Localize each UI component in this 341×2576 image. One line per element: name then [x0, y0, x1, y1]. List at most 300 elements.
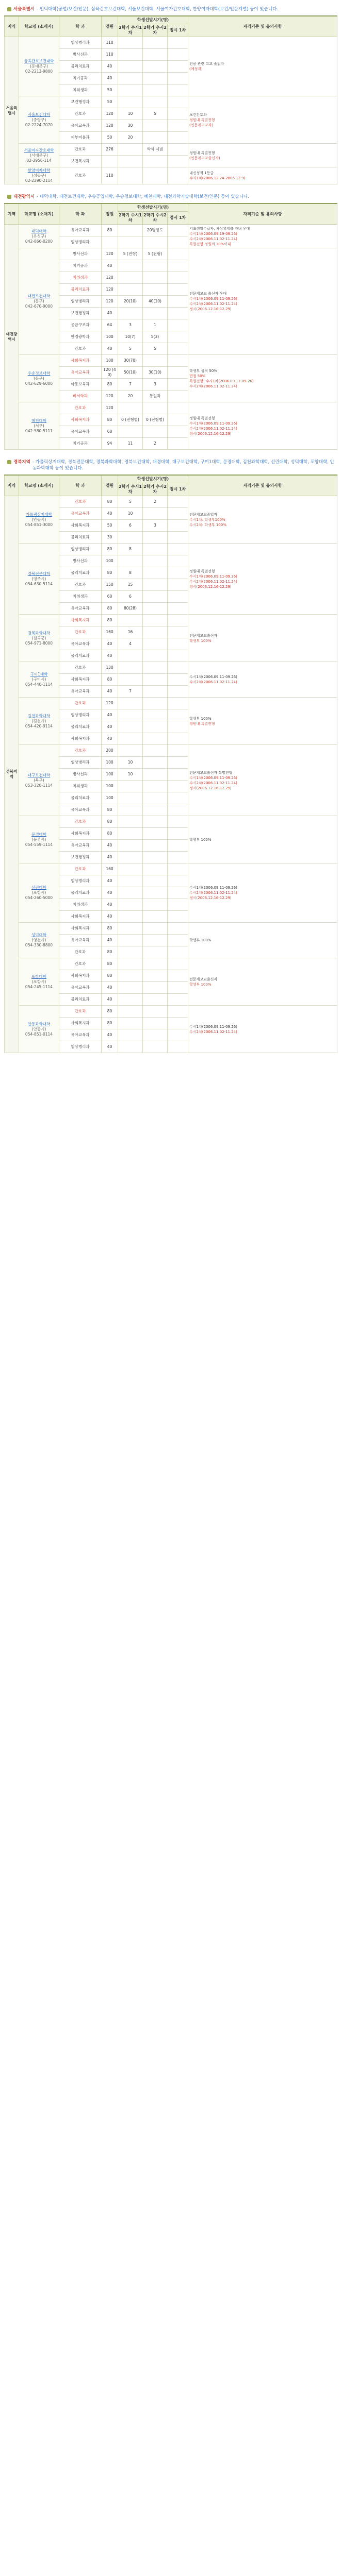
regular-cell [168, 120, 188, 132]
page [4, 0, 337, 1053]
quota-cell [102, 156, 118, 167]
header-early2: 2학기 수시2차 [143, 212, 168, 225]
quota-cell: 40 [102, 260, 118, 272]
qual-line: 수시2차(2006.11.02-11.24) [189, 426, 237, 431]
dept-cell: 치위생과 [59, 781, 102, 792]
header-early2: 2학기 수시2차 [143, 24, 168, 37]
regular-cell [168, 248, 188, 260]
early2-cell: 3 [143, 520, 168, 532]
dept-cell: 유아교육과 [59, 935, 102, 946]
qual-line: (인문계고교자) [189, 123, 214, 127]
region-note [7, 459, 337, 471]
early2-cell [143, 284, 168, 296]
header-quota: 정원 [102, 204, 118, 225]
quota-cell: 40 [102, 911, 118, 923]
school-name-link[interactable]: 삼육간호보건대학 [24, 59, 54, 63]
table-row [5, 745, 337, 757]
regular-cell [168, 686, 188, 698]
header-dept: 학 과 [59, 475, 102, 496]
regular-cell [168, 144, 188, 156]
early2-cell [143, 615, 168, 626]
qual-line: 정원내 특별전형 [189, 569, 215, 573]
qual-line: 수시2차(2006.11.02-11.24) [189, 302, 237, 306]
early2-cell: 0 (전형별) [143, 414, 168, 426]
early1-cell: 7 [118, 686, 143, 698]
early2-cell [143, 935, 168, 946]
region-note-text: - 가톨릭상지대학, 경북전문대학, 경북과학대학, 경북보건대학, 대경대학, 대구보건대학, 구미1대학, 문경대학, 김천과학대학, 선린대학, 성덕대학, 포항대학, 안동과학대학 등이 있습니다. [32, 460, 334, 471]
early2-cell: 3 [143, 379, 168, 391]
regular-cell [168, 840, 188, 852]
regular-cell [168, 108, 188, 120]
early1-cell [118, 970, 143, 982]
qual-line: 정시(2006.12.16-12.29) [189, 896, 232, 900]
early2-cell: 20명정도 [143, 225, 168, 236]
header-early1: 2학기 수시1차 [118, 483, 143, 496]
bullet-icon [7, 460, 11, 464]
quota-cell: 40 [102, 638, 118, 650]
school-phone: 042-670-9000 [25, 304, 53, 309]
school-cell [19, 958, 59, 1006]
early2-cell [143, 402, 168, 414]
regular-cell [168, 970, 188, 982]
early1-cell: 20 [118, 132, 143, 144]
early1-cell [118, 899, 143, 911]
quota-cell: 40 [102, 508, 118, 520]
early1-cell: 0 (전형별) [118, 414, 143, 426]
regular-cell [168, 73, 188, 84]
quota-cell: 94 [102, 438, 118, 450]
region-cell: 경북지역 [5, 496, 19, 1053]
quota-cell: 40 [102, 709, 118, 721]
qual-line: (인문계고교출신자) [189, 156, 220, 160]
school-location: (영천시) [31, 938, 46, 942]
early2-cell: 5 [143, 343, 168, 355]
header-regular: 정시 1차 [168, 483, 188, 496]
regular-cell [168, 414, 188, 426]
regular-cell [168, 284, 188, 296]
school-cell [19, 698, 59, 745]
table-row [5, 923, 337, 935]
regular-cell [168, 391, 188, 402]
early1-cell [118, 225, 143, 236]
school-location: (중랑구) [31, 117, 46, 122]
table-row [5, 615, 337, 626]
dept-cell: 유아교육과 [59, 840, 102, 852]
regular-cell [168, 935, 188, 946]
region-section [4, 6, 337, 184]
school-name-link[interactable]: 대전보건대학 [27, 294, 51, 298]
school-phone: 042-866-0200 [25, 239, 53, 244]
early1-cell [118, 272, 143, 284]
school-phone: 042-580-5111 [25, 428, 53, 433]
qual-line: 수시2차(2006.11.02-11.24) [189, 1029, 237, 1034]
regular-cell [168, 875, 188, 887]
early2-cell: 2 [143, 438, 168, 450]
early2-cell: 학석 시범 [143, 144, 168, 156]
school-cell [19, 544, 59, 615]
qual-line: 정원내 특별전형 [189, 117, 215, 122]
header-quals: 자격기준 및 유의사항 [188, 475, 337, 496]
dept-cell: 유아교육과 [59, 225, 102, 236]
early1-cell [118, 982, 143, 994]
table-row [5, 37, 337, 49]
early1-cell [118, 946, 143, 958]
dept-cell: 유아교육과 [59, 1029, 102, 1041]
dept-cell: 사회복지과 [59, 1018, 102, 1029]
dept-cell: 유아교육과 [59, 686, 102, 698]
early1-cell: 5 [118, 343, 143, 355]
school-cell [19, 662, 59, 698]
quals-cell [188, 496, 337, 544]
early1-cell [118, 284, 143, 296]
early2-cell [143, 508, 168, 520]
qual-line: 수시1차: 학생부100% [189, 517, 225, 522]
school-name-link[interactable]: 대구보건대학 [27, 772, 51, 777]
dept-cell: 간호과 [59, 579, 102, 591]
school-name-link[interactable]: 구미1대학 [30, 672, 48, 676]
regular-cell [168, 899, 188, 911]
early2-cell: 30(10) [143, 367, 168, 379]
qual-line: 보건간호과 [189, 112, 207, 117]
quota-cell: 80 [102, 1018, 118, 1029]
school-name-link[interactable]: 문경대학 [31, 832, 46, 837]
regular-cell [168, 603, 188, 615]
dept-cell: 방사선과 [59, 769, 102, 781]
dept-cell: 간호과 [59, 496, 102, 508]
quota-cell: 160 [102, 626, 118, 638]
header-row [5, 475, 337, 483]
dept-cell: 간호과 [59, 863, 102, 875]
quals-cell [188, 615, 337, 662]
qual-line: 정원내 특별전형 [189, 150, 215, 155]
quota-cell: 50 [102, 84, 118, 96]
regular-cell [168, 532, 188, 544]
dept-cell: 물리치료과 [59, 567, 102, 579]
quals-cell [188, 1006, 337, 1053]
quota-cell: 40 [102, 994, 118, 1006]
dept-cell: 유아교육과 [59, 804, 102, 816]
qual-line: 수시1차(2006.09.11-09.26) [189, 1024, 237, 1029]
quota-cell: 100 [102, 781, 118, 792]
quota-cell: 80 [102, 1006, 118, 1018]
early2-cell [143, 721, 168, 733]
qual-line: 학생부 100% [189, 938, 212, 942]
qual-line: 기초생활수급자, 차상위계층 자녀 우대 [189, 226, 250, 231]
early1-cell [118, 84, 143, 96]
header-quota: 정원 [102, 475, 118, 496]
quota-cell: 110 [102, 167, 118, 184]
table-row [5, 1006, 337, 1018]
early1-cell [118, 1018, 143, 1029]
school-name-link[interactable]: 선린대학 [31, 885, 46, 890]
early1-cell [118, 615, 143, 626]
early1-cell [118, 426, 143, 438]
school-name-link[interactable]: 경북과학대학 [27, 630, 51, 635]
school-name-link[interactable]: 안동과학대학 [27, 1021, 51, 1026]
qual-line: 전공 관련 고교 졸업자 [189, 62, 224, 66]
dept-cell: 사회복지과 [59, 355, 102, 367]
early1-cell: 5 (전형) [118, 248, 143, 260]
early2-cell: 1 [143, 319, 168, 331]
qual-line: 수시1차(2006.09.11-09.26) [189, 297, 237, 301]
qual-line: 정시(2006.12.16-12.29) [189, 584, 232, 589]
qual-line: 수시2차(2006.11.02-11.24) [189, 891, 237, 895]
table-row [5, 863, 337, 875]
school-name-link[interactable]: 김천과학대학 [27, 713, 51, 718]
school-phone: 042-629-6000 [25, 381, 53, 386]
regular-cell [168, 555, 188, 567]
school-location: (포항시) [31, 979, 46, 984]
quals-cell [188, 958, 337, 1006]
regular-cell [168, 260, 188, 272]
qual-line: 전문계고교출신자 [189, 977, 218, 981]
dept-cell: 보건행정과 [59, 96, 102, 108]
early2-cell [143, 638, 168, 650]
table-row [5, 958, 337, 970]
early2-cell [143, 156, 168, 167]
qual-line: 수시2차(2006.11.02-11.24) [189, 680, 237, 684]
quota-cell: 80 [102, 603, 118, 615]
school-cell [19, 923, 59, 958]
dept-cell: 간호과 [59, 167, 102, 184]
quota-cell: 80 [102, 828, 118, 840]
dept-cell: 방사선과 [59, 49, 102, 61]
dept-cell: 유아교육과 [59, 638, 102, 650]
early2-cell [143, 852, 168, 863]
dept-cell: 사회복지과 [59, 911, 102, 923]
early2-cell: 5 (전형) [143, 248, 168, 260]
regular-cell [168, 84, 188, 96]
regular-cell [168, 426, 188, 438]
early1-cell [118, 958, 143, 970]
quota-cell: 40 [102, 887, 118, 899]
regular-cell [168, 331, 188, 343]
early1-cell: 5 [118, 496, 143, 508]
school-cell [19, 248, 59, 355]
regular-cell [168, 698, 188, 709]
regular-cell [168, 828, 188, 840]
regular-cell [168, 982, 188, 994]
school-location: (문경시) [31, 837, 46, 842]
regular-cell [168, 225, 188, 236]
early2-cell: 5 [143, 108, 168, 120]
quota-cell: 80 [102, 379, 118, 391]
quota-cell: 40 [102, 686, 118, 698]
table-row [5, 698, 337, 709]
quota-cell: 80 [102, 946, 118, 958]
header-school: 학교명 (소재지) [19, 204, 59, 225]
qual-line: 수시1차(2006.09.11-09.26) [189, 421, 237, 426]
dept-cell: 사회복지과 [59, 733, 102, 745]
header-dept: 학 과 [59, 16, 102, 37]
early2-cell [143, 308, 168, 319]
early1-cell [118, 73, 143, 84]
early1-cell: 8 [118, 567, 143, 579]
early1-cell [118, 1006, 143, 1018]
school-name-link[interactable]: 서울보건대학 [27, 112, 51, 117]
regular-cell [168, 591, 188, 603]
early2-cell [143, 946, 168, 958]
dept-cell: 물리치료과 [59, 721, 102, 733]
early2-cell [143, 733, 168, 745]
qual-line: 학생부 100% [189, 982, 212, 987]
early2-cell [143, 1029, 168, 1041]
quota-cell: 120 [102, 284, 118, 296]
school-cell [19, 1006, 59, 1053]
regular-cell [168, 37, 188, 49]
early2-cell [143, 555, 168, 567]
early1-cell [118, 662, 143, 674]
school-cell [19, 225, 59, 248]
quota-cell: 100 [102, 757, 118, 769]
qual-line: 특별전형: 수시1차(2006.09.11-09.26) [189, 379, 254, 383]
dept-cell: 사회복지과 [59, 923, 102, 935]
dept-cell: 임상병리과 [59, 544, 102, 555]
early2-cell [143, 769, 168, 781]
quals-cell [188, 96, 337, 144]
early1-cell: 4 [118, 638, 143, 650]
region-cell: 대전광역시 [5, 225, 19, 450]
school-name-link[interactable]: 포항대학 [31, 974, 46, 979]
table-row [5, 402, 337, 414]
qual-line: 정시(2006.12.16-12.29) [189, 307, 232, 311]
early1-cell [118, 721, 143, 733]
quota-cell: 100 [102, 555, 118, 567]
early2-cell [143, 958, 168, 970]
school-phone: 054-440-1114 [25, 682, 53, 687]
quota-cell: 120 (40) [102, 367, 118, 379]
header-school: 학교명 (소재지) [19, 475, 59, 496]
qual-line: 특별전형 정원외 10%이내 [189, 242, 231, 246]
dept-cell: 치기공과 [59, 73, 102, 84]
dept-cell: 피부미용과 [59, 132, 102, 144]
school-cell [19, 496, 59, 544]
qual-line: 수시1차(2006.09.11-09.26) [189, 886, 237, 890]
quota-cell: 80 [102, 544, 118, 555]
quota-cell: 60 [102, 426, 118, 438]
school-name-link[interactable]: 경북전문대학 [27, 571, 51, 576]
early2-cell [143, 781, 168, 792]
school-location: (안동시) [31, 1026, 46, 1031]
bullet-icon [7, 195, 11, 199]
early1-cell [118, 994, 143, 1006]
quota-cell: 40 [102, 61, 118, 73]
table-row [5, 248, 337, 260]
early1-cell [118, 733, 143, 745]
school-name-link[interactable]: 한양여자대학 [27, 168, 51, 173]
dept-cell: 간호과 [59, 402, 102, 414]
quota-cell: 100 [102, 355, 118, 367]
early1-cell: 15 [118, 579, 143, 591]
early2-cell [143, 923, 168, 935]
early2-cell [143, 650, 168, 662]
dept-cell: 방사선과 [59, 248, 102, 260]
quota-cell: 80 [102, 615, 118, 626]
quals-cell [188, 923, 337, 958]
early2-cell [143, 544, 168, 555]
school-location: (김천시) [31, 718, 46, 723]
early1-cell [118, 840, 143, 852]
quals-cell [188, 355, 337, 402]
regular-cell [168, 1029, 188, 1041]
dept-cell: 유아교육과 [59, 508, 102, 520]
school-cell [19, 144, 59, 167]
early2-cell [143, 674, 168, 686]
regular-cell [168, 355, 188, 367]
region-note [7, 194, 337, 200]
dept-cell: 안경광학과 [59, 331, 102, 343]
quota-cell: 40 [102, 721, 118, 733]
regular-cell [168, 958, 188, 970]
admission-table [4, 474, 337, 1053]
school-phone: 054-630-5114 [25, 581, 53, 586]
school-name-link[interactable]: 혜천대학 [31, 418, 46, 423]
early1-cell: 30 [118, 120, 143, 132]
quota-cell: 100 [102, 769, 118, 781]
early2-cell [143, 84, 168, 96]
early2-cell [143, 970, 168, 982]
early1-cell: 3 [118, 319, 143, 331]
regular-cell [168, 236, 188, 248]
quota-cell: 50 [102, 96, 118, 108]
school-name-link[interactable]: 대덕대학 [31, 228, 46, 233]
dept-cell: 보건행정과 [59, 852, 102, 863]
dept-cell: 임상병리과 [59, 296, 102, 308]
early1-cell [118, 37, 143, 49]
early1-cell [118, 887, 143, 899]
early2-cell [143, 828, 168, 840]
quals-cell [188, 37, 337, 96]
quota-cell: 110 [102, 37, 118, 49]
table-row [5, 816, 337, 828]
qual-line: 내신성적 1등급 [189, 171, 214, 175]
school-cell [19, 745, 59, 816]
early2-cell [143, 567, 168, 579]
regular-cell [168, 662, 188, 674]
quota-cell: 40 [102, 1029, 118, 1041]
regular-cell [168, 508, 188, 520]
dept-cell: 임상병리과 [59, 37, 102, 49]
quota-cell: 80 [102, 804, 118, 816]
early2-cell [143, 167, 168, 184]
dept-cell: 치위생과 [59, 899, 102, 911]
school-location: (구미시) [31, 677, 46, 682]
region-section [4, 194, 337, 450]
header-row [5, 204, 337, 212]
dept-cell: 간호과 [59, 958, 102, 970]
school-name-link[interactable]: 우송정보대학 [27, 370, 51, 376]
quota-cell: 276 [102, 144, 118, 156]
early2-cell [143, 355, 168, 367]
regular-cell [168, 615, 188, 626]
school-name-link[interactable]: 가톨릭상지대학 [26, 512, 52, 517]
school-location: (동구) [34, 299, 44, 303]
quals-cell [188, 144, 337, 167]
quota-cell: 40 [102, 840, 118, 852]
school-name-link[interactable]: 성덕대학 [31, 933, 46, 937]
dept-cell: 유아교육과 [59, 367, 102, 379]
early1-cell: 10 [118, 508, 143, 520]
region-cell: 서울특별시 [5, 37, 19, 184]
school-name-link[interactable]: 서울여자간호대학 [24, 147, 54, 152]
early2-cell [143, 96, 168, 108]
early2-cell [143, 816, 168, 828]
regular-cell [168, 946, 188, 958]
dept-cell: 보건행정과 [59, 308, 102, 319]
qual-line: 학생부 100% [189, 837, 212, 842]
regular-cell [168, 132, 188, 144]
regular-cell [168, 911, 188, 923]
